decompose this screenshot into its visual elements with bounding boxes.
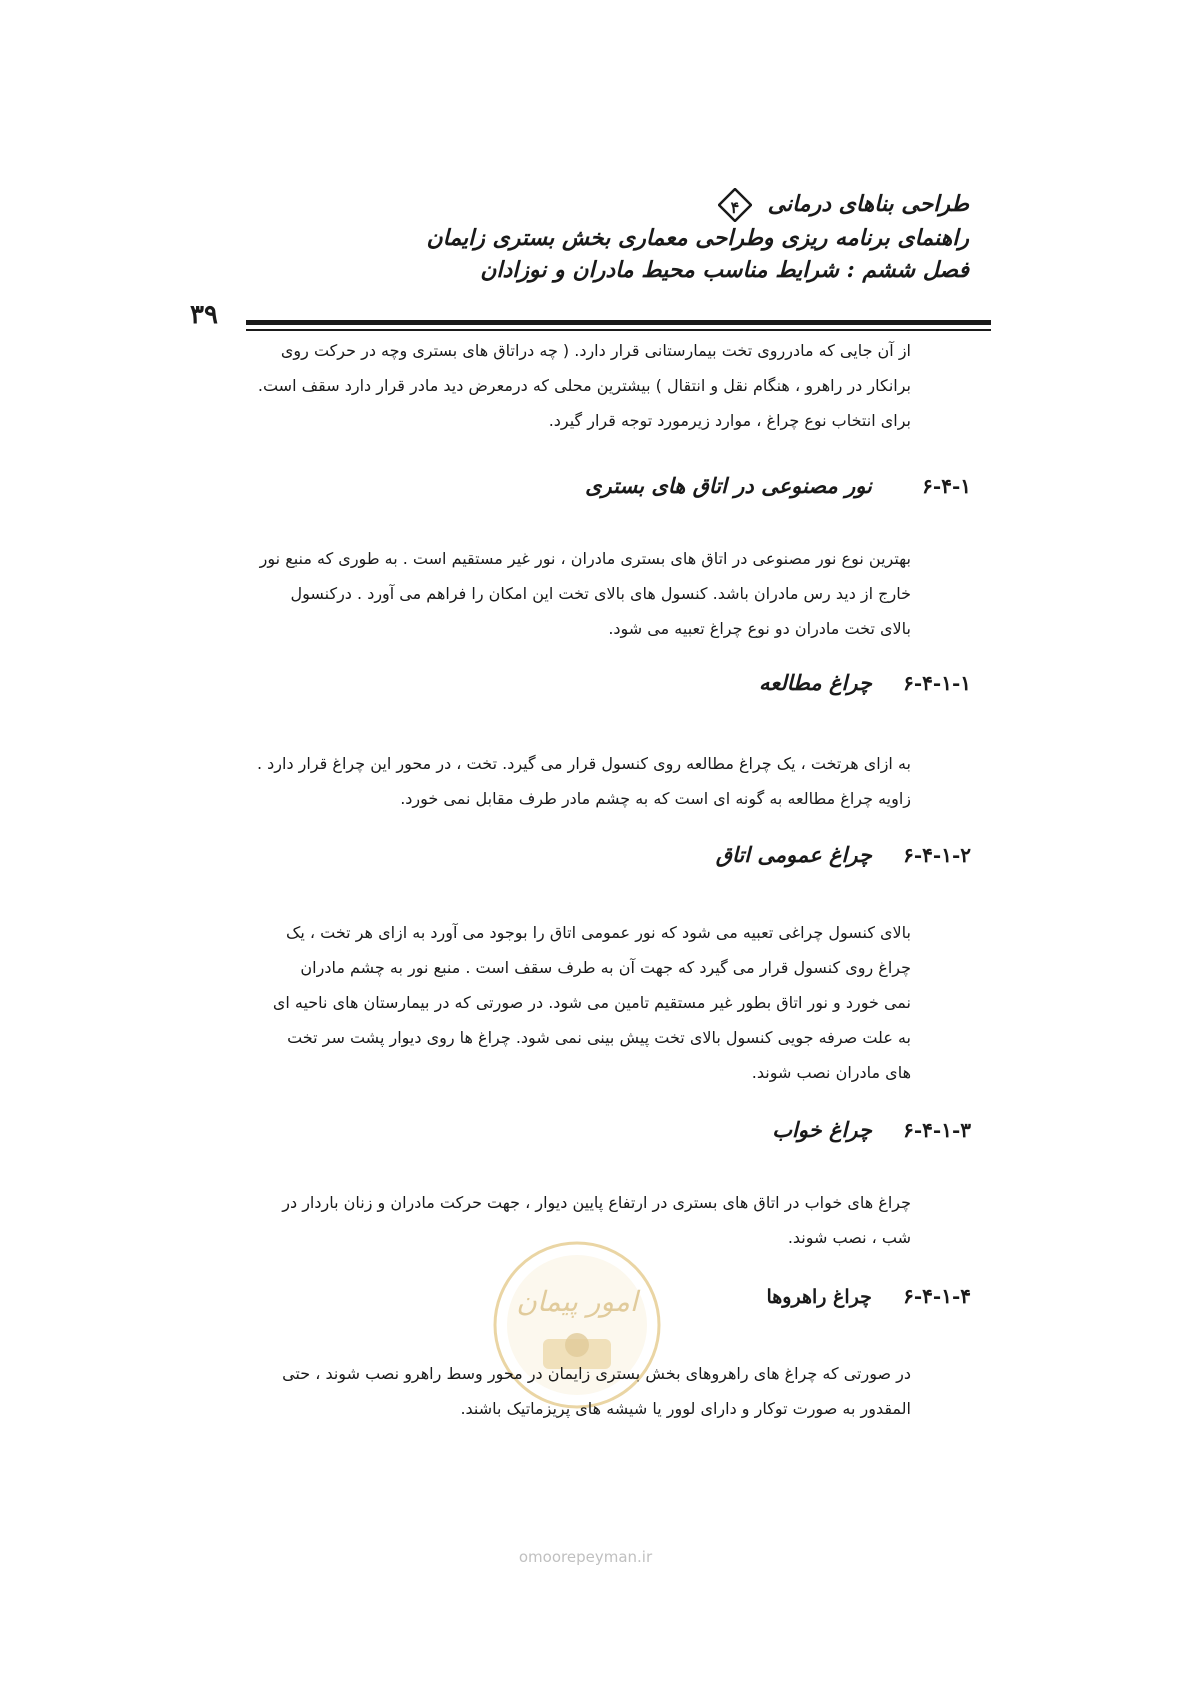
section-heading-6-4-1 — [585, 473, 971, 498]
paragraph-reading-lamp — [251, 746, 911, 816]
paragraph-line: بهترین نوع نور مصنوعی در اتاق های بستری مادران ، نور غیر مستقیم است . به طوری که منبع نور — [259, 549, 911, 568]
section-title: نور مصنوعی در اتاق های بستری — [585, 473, 872, 498]
paragraph-line: در صورتی که چراغ های راهروهای بخش بستری زایمان در محور وسط راهرو نصب شوند ، حتی — [282, 1364, 911, 1383]
paragraph-corridor-light — [251, 1356, 911, 1426]
paragraph-line: چراغ های خواب در اتاق های بستری در ارتفاع پایین دیوار ، جهت حرکت مادران و زنان باردار در — [282, 1193, 911, 1212]
paragraph-intro — [251, 333, 911, 438]
section-title: چراغ مطالعه — [759, 670, 872, 695]
paragraph-line: به علت صرفه جویی کنسول بالای تخت پیش بینی نمی شود. چراغ ها روی دیوار پشت سر تخت — [287, 1028, 911, 1047]
section-number: ۶-۴-۱-۲ — [903, 843, 971, 867]
section-number: ۶-۴-۱-۱ — [903, 671, 971, 695]
section-number: ۶-۴-۱ — [922, 474, 971, 498]
paragraph-line: به ازای هرتخت ، یک چراغ مطالعه روی کنسول قرار می گیرد. تخت ، در محور این چراغ قرار دارد . — [256, 754, 911, 773]
paragraph-line: های مادران نصب شوند. — [751, 1063, 911, 1082]
book-title-text: طراحی بناهای درمانی — [767, 191, 969, 217]
header-rule-thin — [246, 329, 991, 331]
paragraph-line: نمی خورد و نور اتاق بطور غیر مستقیم تامین می شود. در صورتی که در بیمارستان های ناحیه ای — [272, 993, 911, 1012]
paragraph-artificial-light — [251, 541, 911, 646]
section-number: ۶-۴-۱-۴ — [903, 1284, 971, 1308]
document-header — [349, 188, 969, 286]
paragraph-line: برانکار در راهرو ، هنگام نقل و انتقال ) بیشترین محلی که درمعرض دید مادر قرار دارد سقف است. — [257, 376, 911, 395]
guide-title: راهنمای برنامه ریزی وطراحی معماری بخش بستری زایمان — [426, 225, 969, 251]
section-title: چراغ عمومی اتاق — [715, 842, 872, 867]
section-heading-6-4-1-1 — [759, 670, 971, 695]
volume-badge — [718, 188, 752, 222]
section-number: ۶-۴-۱-۳ — [903, 1118, 971, 1142]
paragraph-general-room-light — [251, 915, 911, 1090]
paragraph-line: زاویه چراغ مطالعه به گونه ای است که به چشم مادر طرف مقابل نمی خورد. — [400, 789, 911, 808]
paragraph-line: المقدور به صورت توکار و دارای لوور یا شیشه های پریزماتیک باشند. — [460, 1399, 911, 1418]
page-number: ۳۹ — [190, 300, 218, 330]
section-title: چراغ راهروها — [766, 1286, 872, 1308]
paragraph-line: برای انتخاب نوع چراغ ، موارد زیرمورد توجه قرار گیرد. — [548, 411, 911, 430]
paragraph-line: خارج از دید رس مادران باشد. کنسول های بالای تخت این امکان را فراهم می آورد . درکنسول — [290, 584, 911, 603]
volume-number: ۴ — [730, 198, 740, 217]
watermark-url — [0, 1548, 1191, 1566]
watermark-logo-text: امور پیمان — [516, 1285, 638, 1318]
section-heading-6-4-1-3 — [772, 1117, 971, 1142]
watermark-url-text: omoorepeyman.ir — [518, 1548, 653, 1566]
header-rule-thick — [246, 320, 991, 325]
paragraph-line: بالای تخت مادران دو نوع چراغ تعبیه می شود. — [608, 619, 911, 638]
paragraph-line: بالای کنسول چراغی تعبیه می شود که نور عمومی اتاق را بوجود می آورد به ازای هر تخت ، یک — [286, 923, 911, 942]
section-title: چراغ خواب — [772, 1117, 872, 1142]
section-heading-6-4-1-4 — [767, 1284, 972, 1308]
chapter-title: فصل ششم : شرایط مناسب محیط مادران و نوزادان — [480, 257, 969, 283]
paragraph-line: شب ، نصب شوند. — [787, 1228, 911, 1247]
paragraph-line: چراغ روی کنسول قرار می گیرد که جهت آن به طرف سقف است . منبع نور به چشم مادران — [300, 958, 911, 977]
paragraph-line: از آن جایی که مادرروی تخت بیمارستانی قرار دارد. ( چه دراتاق های بستری وچه در حرکت روی — [280, 341, 911, 360]
section-heading-6-4-1-2 — [716, 842, 971, 867]
book-title — [349, 188, 969, 222]
